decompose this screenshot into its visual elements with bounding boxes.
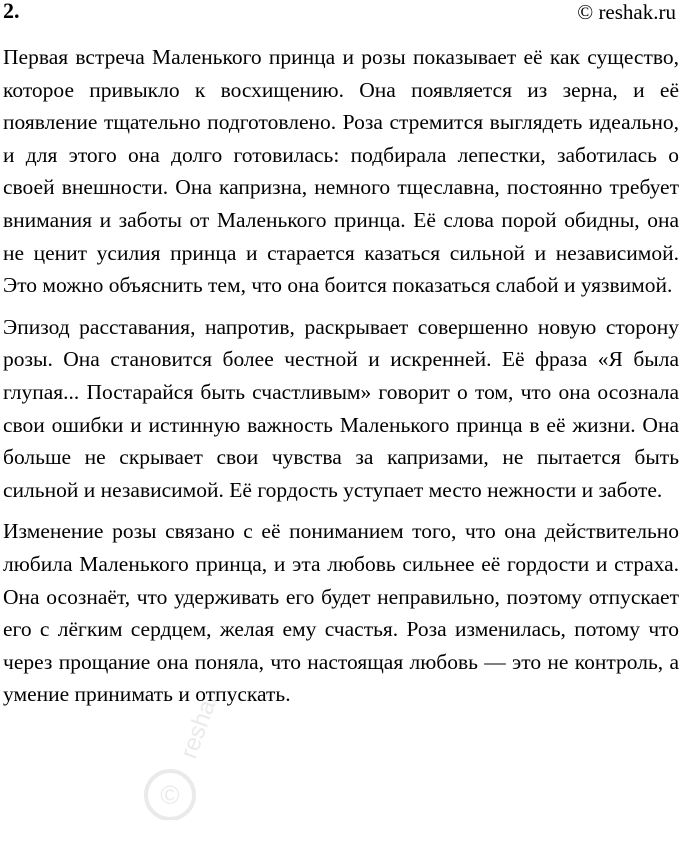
- paragraph-parting-episode: Эпизод расставания, напротив, раскрывает совершенно новую сторону розы. Она становится более честной и искренней. Её фраза «Я была глупая... Постарайся быть счастливым» говорит о том, что она осознала свои ошибки и истинную важность Маленького принца в её жизни. Она больше не скрывает свои чувства за капризами, не пытается быть сильной и независимой. Её гордость уступает место нежности и заботе.: [3, 314, 679, 502]
- paragraph-change-of-rose: Изменение розы связано с её пониманием того, что она действительно любила Маленького принца, и эта любовь сильнее её гордости и страха. Она осознаёт, что удерживать его будет неправильно, поэтому отпускает его с лёгким сердцем, желая ему счастья. Роза изменилась, потому что через прощание она поняла, что настоящая любовь — это не контроль, а умение принимать и отпускать.: [3, 519, 679, 707]
- site-credit: © reshak.ru: [577, 0, 676, 24]
- paragraph-first-meeting: Первая встреча Маленького принца и розы показывает её как существо, которое привыкло к восхищению. Она появляется из зерна, и её появление тщательно подготовлено. Роза стремится выглядеть идеально, и для этого она долго готовилась: подбирала лепестки, заботилась о своей внешности. Она капризна, немного тщеславна, постоянно требует внимания и заботы от Маленького принца. Её слова порой обидны, она не ценит усилия принца и старается казаться сильной и независимой. Это можно объяснить тем, что она боится показаться слабой и уязвимой.: [3, 45, 679, 298]
- svg-text:©: ©: [160, 780, 180, 810]
- task-number: 2.: [3, 0, 20, 23]
- svg-text:reshak.ru: reshak.ru: [175, 700, 235, 763]
- answer-text: [3, 41, 679, 720]
- page-header: [0, 0, 680, 28]
